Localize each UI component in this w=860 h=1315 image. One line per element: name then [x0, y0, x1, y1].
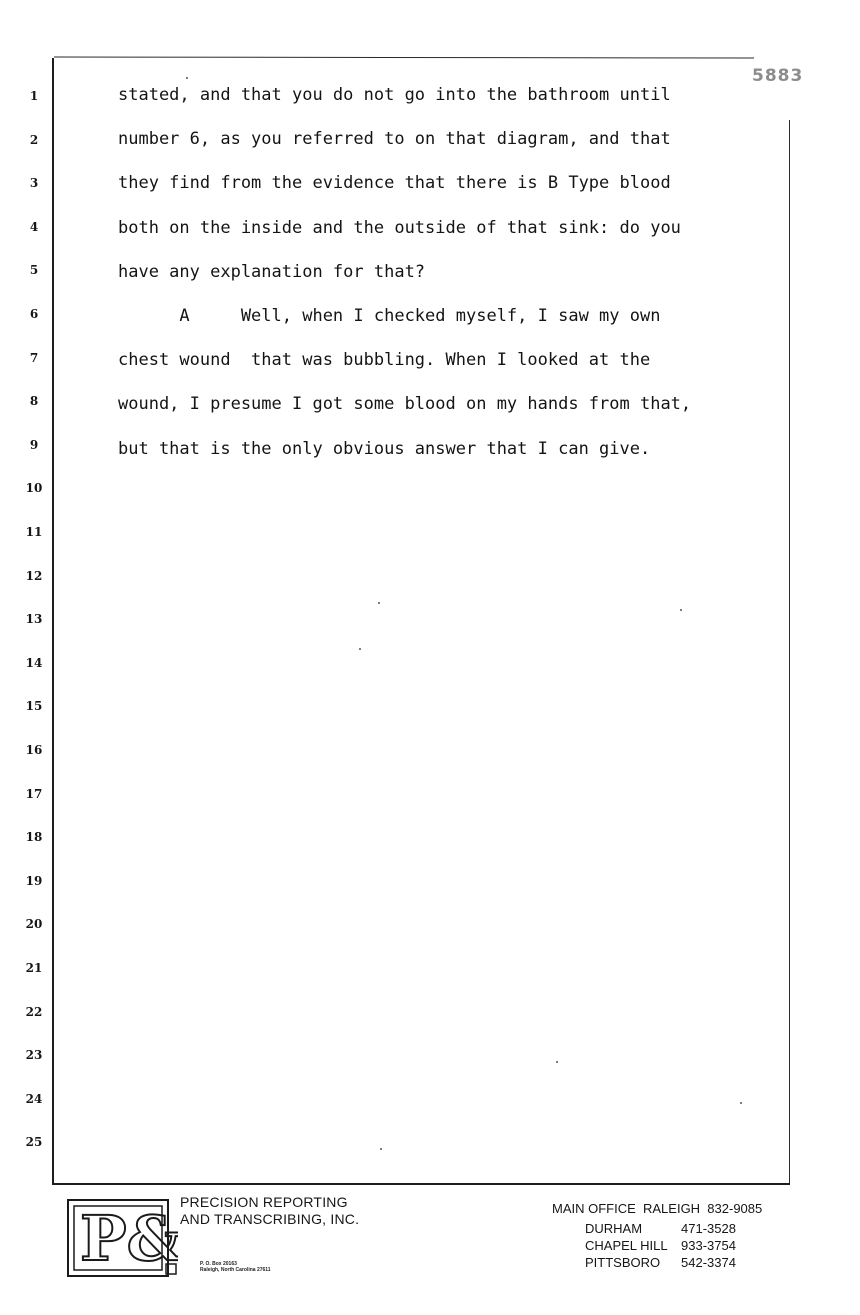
company-logo — [66, 1192, 178, 1278]
line-number: 19 — [25, 873, 43, 888]
office-phone: 471-3528 — [681, 1221, 736, 1236]
transcript-line: they find from the evidence that there is B Type blood — [118, 173, 671, 194]
line-number: 6 — [29, 307, 39, 321]
line-number: 10 — [25, 481, 43, 496]
line-number: 22 — [25, 1004, 43, 1019]
page-number: 5883 — [752, 66, 804, 86]
scan-speck — [740, 1102, 742, 1104]
transcript-line: have any explanation for that? — [118, 261, 426, 282]
line-number: 4 — [29, 219, 39, 234]
office-city: DURHAM — [585, 1221, 643, 1236]
scan-speck — [186, 77, 188, 79]
line-number: 21 — [25, 961, 43, 975]
line-number: 23 — [25, 1048, 43, 1063]
firm-name-line1: PRECISION REPORTING — [180, 1194, 348, 1210]
office-city: CHAPEL HILL — [585, 1238, 668, 1253]
line-number: 9 — [29, 437, 39, 452]
transcript-line: A Well, when I checked myself, I saw my own — [118, 306, 661, 326]
line-number: 24 — [25, 1091, 43, 1106]
transcript-line: stated, and that you do not go into the bathroom until — [118, 85, 671, 105]
line-number: 20 — [25, 917, 43, 932]
pt-logo-mark — [66, 1192, 178, 1278]
line-number: 18 — [25, 830, 43, 845]
scan-speck — [556, 1061, 558, 1063]
transcript-line: both on the inside and the outside of that sink: do you — [118, 217, 681, 238]
page-frame-top-border — [54, 57, 754, 59]
page-frame-bottom-border — [52, 1183, 790, 1185]
line-number: 17 — [25, 786, 43, 801]
transcript-line: number 6, as you referred to on that diagram, and that — [118, 129, 671, 150]
office-phone: 542-3374 — [681, 1255, 736, 1270]
line-number: 15 — [25, 699, 43, 714]
firm-name-line2: AND TRANSCRIBING, INC. — [180, 1211, 360, 1227]
office-city: PITTSBORO — [585, 1255, 661, 1270]
scan-speck — [359, 648, 361, 650]
line-number: 12 — [25, 568, 43, 583]
line-number: 2 — [29, 132, 39, 147]
transcript-line: wound, I presume I got some blood on my hands from that, — [118, 394, 692, 415]
line-number: 11 — [25, 525, 43, 539]
line-number: 1 — [29, 89, 39, 103]
scan-speck — [680, 609, 682, 611]
line-number: 13 — [25, 612, 43, 627]
office-phone: 933-3754 — [681, 1238, 736, 1253]
line-number: 7 — [29, 350, 39, 365]
scan-speck — [380, 1148, 382, 1150]
firm-address-line1: P. O. Box 20163 — [200, 1261, 237, 1267]
firm-address-line2: Raleigh, North Carolina 27611 — [200, 1267, 271, 1273]
line-number: 5 — [29, 263, 39, 278]
logo-text: P& — [80, 1202, 178, 1275]
line-number: 3 — [29, 176, 39, 191]
line-number: 16 — [25, 743, 43, 757]
transcript-line: chest wound that was bubbling. When I looked at the — [118, 350, 651, 371]
line-number: 14 — [25, 655, 43, 670]
line-number: 8 — [29, 394, 39, 409]
scan-speck — [378, 602, 380, 604]
line-number: 25 — [25, 1135, 43, 1150]
transcript-line: but that is the only obvious answer that I can give. — [118, 438, 651, 459]
main-office: MAIN OFFICE RALEIGH 832-9085 — [552, 1201, 763, 1216]
page-frame-right-border — [789, 120, 790, 1183]
